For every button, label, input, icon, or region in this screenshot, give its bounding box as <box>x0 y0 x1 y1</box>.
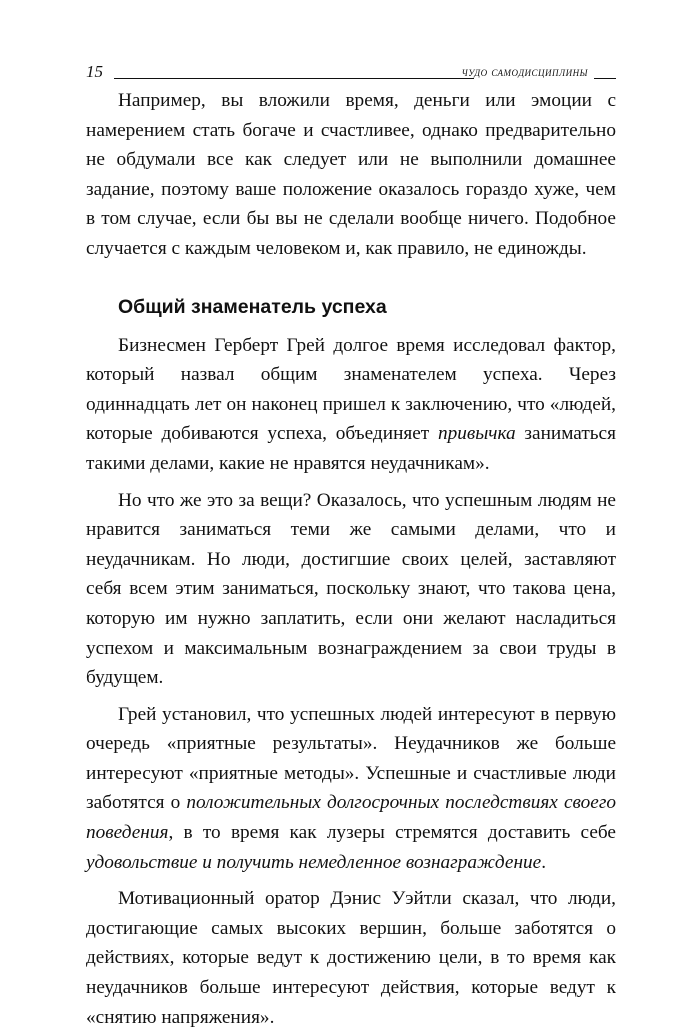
page-body <box>86 86 616 1032</box>
header-rule-tail <box>594 78 616 79</box>
paragraph-text: Грей установил, что успешных людей интересуют в первую очередь «приятные результаты». Неудачников же больше интересуют «приятные методы». Успешные и счастливые люди заботятся о <box>86 703 616 814</box>
paragraph-pleasant-results <box>86 700 616 878</box>
paragraph-what-things: Но что же это за вещи? Оказалось, что успешным людям не нравится заниматься теми же самыми делами, что и неудачникам. Но люди, достигшие своих целей, заставляют себя всем этим заниматься, поскольку знают, что такова цена, которую им нужно заплатить, если они желают насладиться успехом и максимальным вознаграждением за свои труды в будущем. <box>86 489 616 689</box>
paragraph-waitley: Мотивационный оратор Дэнис Уэйтли сказал, что люди, достигающие самых высоких вершин, больше заботятся о действиях, которые ведут к достижению цели, в то время как неудачников больше интересуют действия, которые ведут к «снятию напряжения». <box>86 888 616 1028</box>
paragraph-text: заниматься такими делами, какие не нравятся неудачникам». <box>86 423 616 474</box>
emphasis-text: привычка <box>437 423 516 445</box>
paragraph-grey-research <box>86 331 616 479</box>
paragraph-text: . <box>541 851 547 873</box>
running-header <box>86 60 616 84</box>
book-title: чудо самодисциплины <box>461 64 588 79</box>
emphasis-text: положительных долгосрочных последствиях своего поведения <box>86 792 616 844</box>
paragraph-text: Бизнесмен Герберт Грей долгое время исследовал фактор, который назвал общим знаменателем успеха. Через одиннадцать лет он наконец пришел к заключению, что «людей, которые добиваются успеха, объединяет <box>86 334 616 445</box>
header-rule <box>114 78 474 79</box>
section-heading: Общий знаменатель успеха <box>118 295 387 318</box>
page-number: 15 <box>86 62 103 81</box>
emphasis-text: удовольствие и получить немедленное вознаграждение <box>86 851 542 873</box>
paragraph-text: , в то время как лузеры стремятся доставить себе <box>168 822 616 844</box>
intro-paragraph: Например, вы вложили время, деньги или эмоции с намерением стать богаче и счастливее, однако предварительно не обдумали все как следует или не выполнили домашнее задание, поэтому ваше положение оказалось гораздо хуже, чем в том случае, если бы вы не сделали вообще ничего. Подобное случается с каждым человеком и, как правило, не единожды. <box>86 90 616 259</box>
